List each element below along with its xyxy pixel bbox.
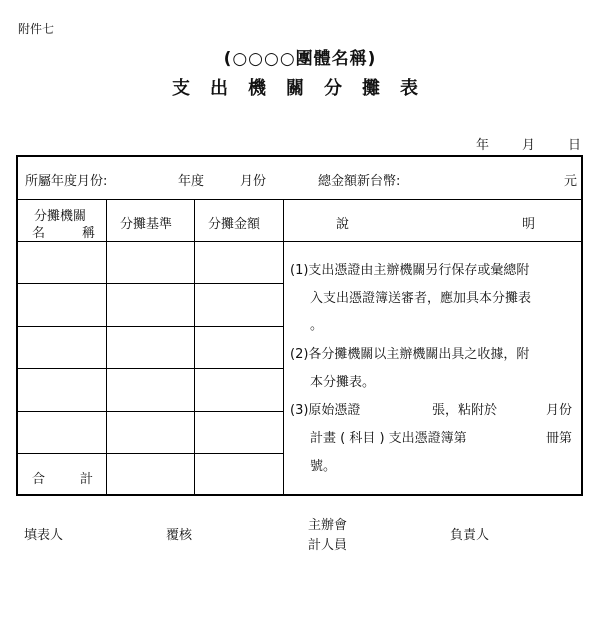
total-row-label-b: 計 — [80, 472, 94, 487]
note-line: 張，粘附於 — [432, 403, 498, 418]
note-line: (2)各分攤機關以主辦機關出具之收據，附 — [290, 347, 530, 362]
note-line: 。 — [310, 318, 324, 333]
col-desc-header-b: 明 — [522, 217, 536, 232]
col-amount-header: 分攤金額 — [208, 217, 261, 232]
allocation-form-table — [16, 155, 583, 496]
column-divider — [194, 199, 195, 494]
date-year: 年 — [476, 138, 490, 153]
date-month: 月 — [522, 138, 536, 153]
column-divider — [106, 199, 107, 494]
row-divider — [18, 283, 283, 284]
total-amount-label: 總金額新台幣: — [318, 174, 401, 189]
period-month: 月份 — [240, 174, 267, 189]
filler-signature-label: 填表人 — [24, 528, 64, 543]
head-signature-label: 負責人 — [450, 528, 490, 543]
period-year: 年度 — [178, 174, 205, 189]
note-line: (3)原始憑證 — [290, 403, 361, 418]
form-title: 支出機關分攤表 — [172, 78, 438, 99]
note-line: 號。 — [310, 459, 337, 474]
col-basis-header: 分攤基準 — [120, 217, 173, 232]
row-divider — [18, 453, 283, 454]
accountant-signature-label-line1: 主辦會 — [308, 518, 348, 533]
accountant-signature-label-line2: 計人員 — [308, 538, 348, 553]
date-day: 日 — [568, 138, 582, 153]
note-line: 計畫 ( 科目 ) 支出憑證簿第 — [310, 431, 467, 446]
period-label: 所屬年度月份: — [25, 174, 108, 189]
row-divider — [18, 326, 283, 327]
col-agency-header-line2a: 名 — [32, 226, 46, 241]
col-agency-header-line2b: 稱 — [82, 226, 96, 241]
total-amount-unit: 元 — [564, 174, 578, 189]
column-divider — [283, 199, 284, 494]
reviewer-signature-label: 覆核 — [166, 528, 193, 543]
col-desc-header-a: 說 — [336, 217, 350, 232]
note-line: 本分攤表。 — [310, 375, 376, 390]
note-line: 冊第 — [546, 431, 573, 446]
note-line: 月份 — [546, 403, 573, 418]
col-agency-header-line1: 分攤機關 — [34, 209, 87, 224]
row-divider — [18, 241, 581, 242]
organization-name: (○○○○團體名稱) — [223, 49, 377, 69]
total-row-label-a: 合 — [32, 472, 46, 487]
row-divider — [18, 368, 283, 369]
note-line: (1)支出憑證由主辦機關另行保存或彙總附 — [290, 263, 530, 278]
row-divider — [18, 411, 283, 412]
note-line: 入支出憑證簿送審者，應加具本分攤表 — [310, 291, 532, 306]
annex-label: 附件七 — [18, 22, 55, 36]
row-divider — [18, 199, 581, 200]
